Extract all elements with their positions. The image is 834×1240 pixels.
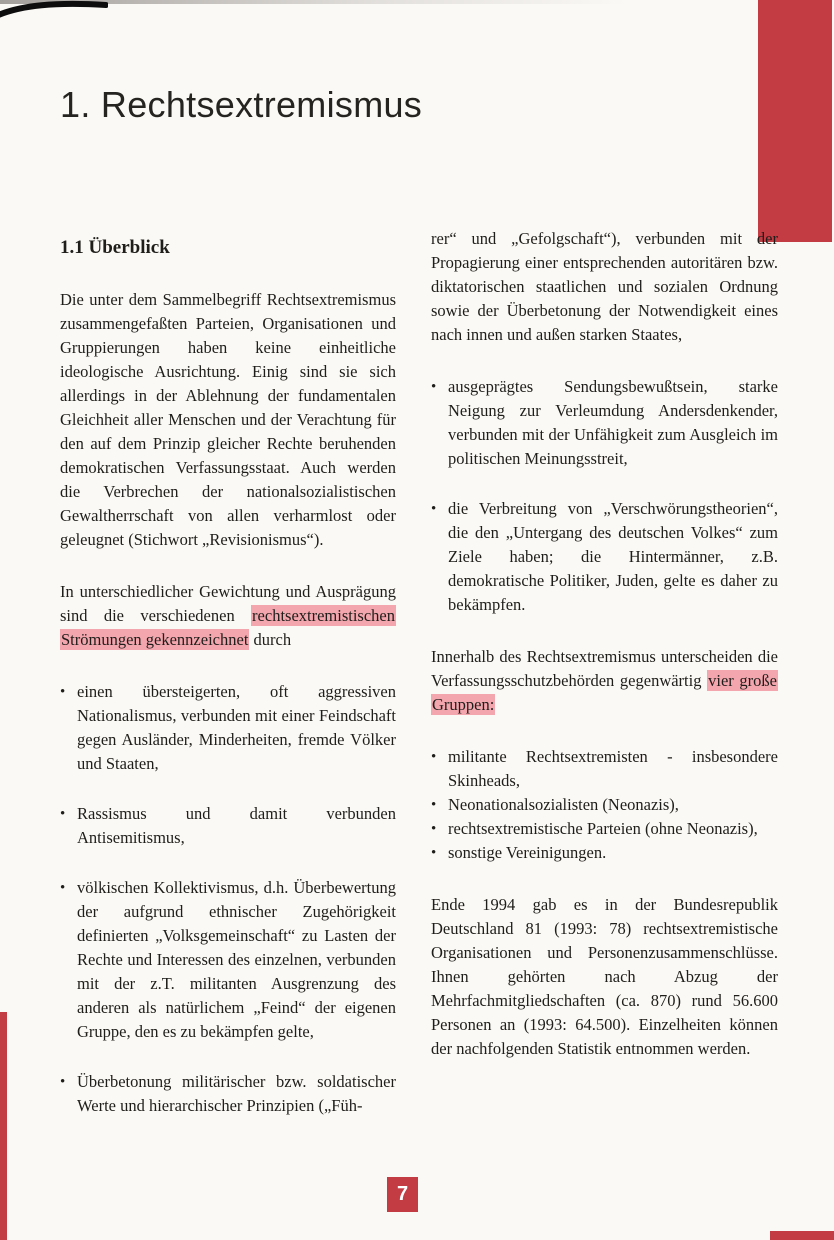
list-item: [431, 497, 778, 617]
bullet-text: Überbetonung militärischer bzw. soldatischer Werte und hierarchischer Prinzipien („Füh-: [77, 1072, 396, 1115]
list-item: [431, 793, 778, 817]
statistics-paragraph: [431, 893, 778, 1061]
continuation-paragraph: [431, 227, 778, 347]
bullet-icon: •: [431, 501, 437, 517]
page-title: 1. Rechtsextremismus: [60, 84, 423, 125]
strands-paragraph: [60, 580, 396, 652]
groups-list: [431, 745, 778, 865]
bullet-icon: •: [60, 1074, 66, 1090]
strands-paragraph-post: durch: [249, 630, 292, 649]
groups-paragraph: [431, 645, 778, 717]
list-item: [60, 1070, 396, 1118]
bullet-icon: •: [431, 379, 437, 395]
bullet-text: Neonationalsozialisten (Neonazis),: [448, 795, 679, 814]
statistics-paragraph-text: Ende 1994 gab es in der Bundesrepublik Deutschland 81 (1993: 78) rechtsextremistische Organisationen und Personenzusammenschlüsse. Ihnen gehörten nach Abzug der Mehrfachmitgliedschaften (ca. 870) rund 56.600 Personen an (1993: 64.500). Einzelheiten können der nachfolgenden Statistik entnommen werden.: [431, 895, 778, 1058]
intro-paragraph-text: Die unter dem Sammelbegriff Rechtsextremismus zusammengefaßten Parteien, Organisationen und Gruppierungen haben keine einheitliche ideologische Ausrichtung. Einig sind sie sich allerdings in der Ablehnung der fundamentalen Gleichheit aller Menschen und der Verachtung für den auf dem Prinzip gleicher Rechte beruhenden demokratischen Verfassungsstaat. Auch werden die Verbrechen der nationalsozialistischen Gewaltherrschaft von allen verharmlost oder geleugnet (Stichwort „Revisionismus“).: [60, 290, 396, 549]
strands-paragraph-pre: In unterschiedlicher Gewichtung und Ausprägung sind die verschiedenen: [60, 582, 396, 625]
characteristics-list: [60, 680, 396, 1118]
red-accent-bottom-right: [770, 1231, 834, 1240]
groups-paragraph-pre: Innerhalb des Rechtsextremismus unterscheiden die Verfassungsschutzbehörden gegenwärtig: [431, 647, 778, 690]
groups-paragraph-highlight: vier große Gruppen:: [432, 671, 777, 714]
list-item: [431, 841, 778, 865]
characteristics-list-continued: [431, 375, 778, 617]
bullet-icon: •: [60, 684, 66, 700]
list-item: [431, 817, 778, 841]
right-column: [431, 227, 778, 1061]
red-accent-top-right: [758, 0, 832, 242]
left-column: [60, 236, 396, 1146]
bullet-icon: •: [431, 749, 437, 765]
list-item: [60, 876, 396, 1044]
bullet-text: Rassismus und damit verbunden Antisemitismus,: [77, 804, 396, 847]
scan-artifact-top-edge: [0, 0, 834, 4]
list-item: [60, 680, 396, 776]
corner-scan-mark-icon: [0, 0, 108, 27]
bullet-text: ausgeprägtes Sendungsbewußtsein, starke Neigung zur Verleumdung Andersdenkender, verbunden mit der Unfähigkeit zum Ausgleich im politischen Meinungsstreit,: [448, 377, 778, 468]
bullet-icon: •: [431, 845, 437, 861]
page-number-badge: [387, 1177, 418, 1212]
bullet-icon: •: [60, 806, 66, 822]
bullet-text: einen übersteigerten, oft aggressiven Nationalismus, verbunden mit einer Feindschaft gegen Ausländer, Minderheiten, fremde Völker und Staaten,: [77, 682, 396, 773]
bullet-text: die Verbreitung von „Verschwörungstheorien“, die den „Untergang des deutschen Volkes“ zum Ziele haben; die Hintermänner, z.B. demokratische Politiker, Juden, gelte es daher zu bekämpfen.: [448, 499, 778, 614]
bullet-icon: •: [431, 797, 437, 813]
red-accent-left-strip: [0, 1012, 7, 1240]
bullet-text: völkischen Kollektivismus, d.h. Überbewertung der aufgrund ethnischer Zugehörigkeit definierten „Volksgemeinschaft“ zu Lasten der Rechte und Interessen des einzelnen, verbunden mit der z.T. militanten Ausgrenzung des anderen als natürlichem „Feind“ der eigenen Gruppe, den es zu bekämpfen gelte,: [77, 878, 396, 1041]
page-number: 7: [396, 1183, 409, 1205]
strands-paragraph-highlight: rechtsextremistischen Strömungen gekennzeichnet: [61, 606, 395, 649]
list-item: [431, 375, 778, 471]
intro-paragraph: [60, 288, 396, 552]
continuation-paragraph-text: rer“ und „Gefolgschaft“), verbunden mit der Propagierung einer entsprechenden autoritären bzw. diktatorischen staatlichen und sozialen Ordnung sowie der Überbetonung der Notwendigkeit eines nach innen und außen starken Staates,: [431, 229, 778, 344]
bullet-icon: •: [60, 880, 66, 896]
list-item: [60, 802, 396, 850]
bullet-icon: •: [431, 821, 437, 837]
list-item: [431, 745, 778, 793]
bullet-text: militante Rechtsextremisten - insbesondere Skinheads,: [448, 747, 778, 790]
bullet-text: sonstige Vereinigungen.: [448, 843, 607, 862]
bullet-text: rechtsextremistische Parteien (ohne Neonazis),: [448, 819, 758, 838]
overview-heading: 1.1 Überblick: [60, 237, 170, 258]
